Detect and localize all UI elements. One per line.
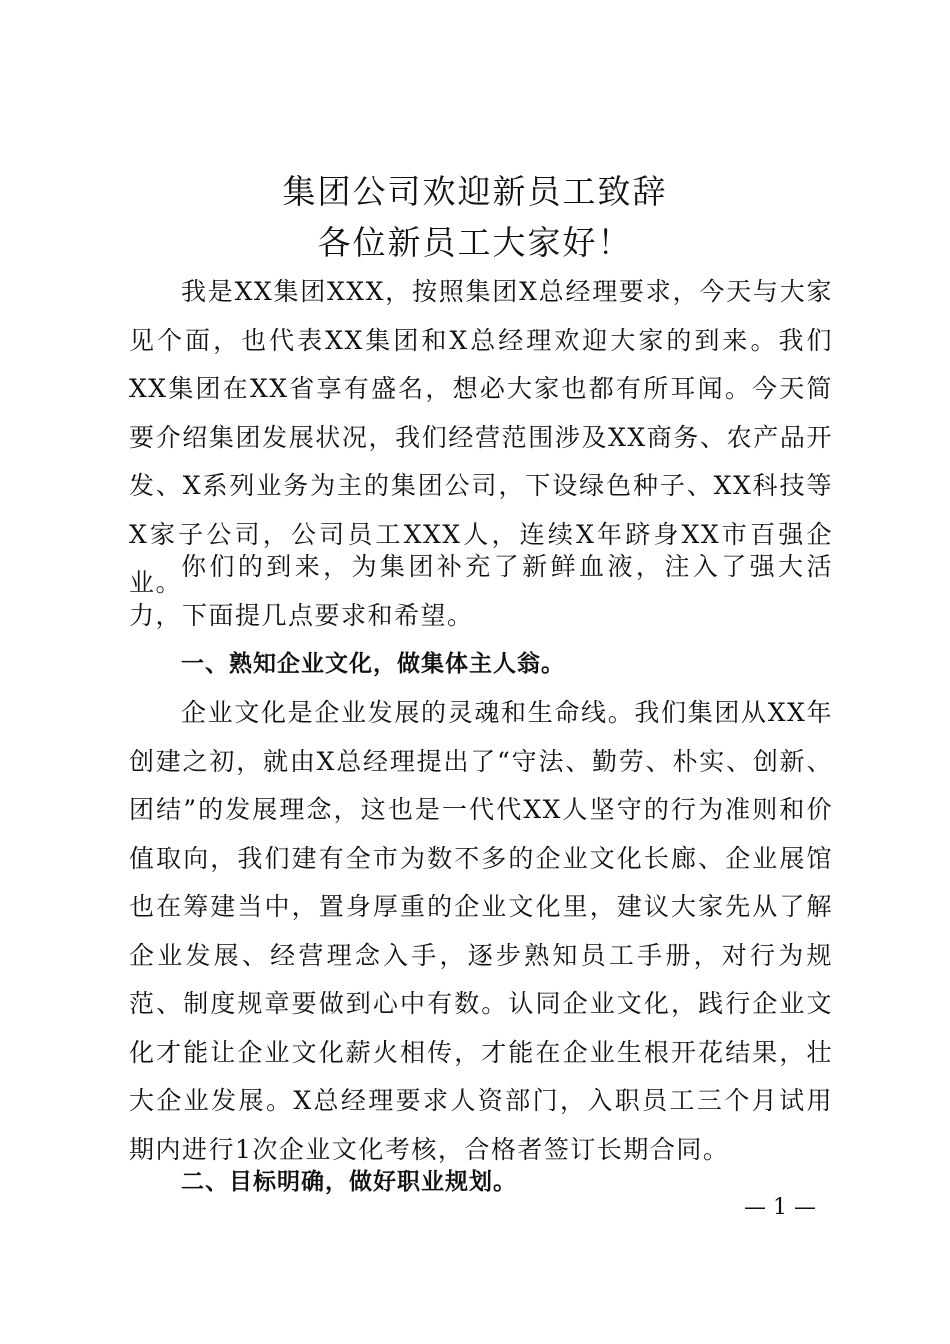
section1-paragraph-text: 企业文化是企业发展的灵魂和生命线。我们集团从XX年创建之初，就由X总经理提出了“守法、勤劳、朴实、创新、团结”的发展理念，这也是一代代XX人坚守的行为准则和价值取向，我们建有全市为数不多的企业文化长廊、企业展馆也在筹建当中，置身厚重的企业文化里，建议大家先从了解企业发展、经营理念入手，逐步熟知员工手册，对行为规范、制度规章要做到心中有数。认同企业文化，践行企业文化才能让企业文化薪火相传，才能在企业生根开花结果，壮大企业发展。X总经理要求人资部门，入职员工三个月试用期内进行1次企业文化考核，合格者签订长期合同。 — [129, 698, 833, 1164]
document-title: 集团公司欢迎新员工致辞 — [282, 172, 668, 211]
transition-paragraph-text: 你们的到来，为集团补充了新鲜血液，注入了强大活力，下面提几点要求和希望。 — [129, 552, 833, 630]
page-number: — 1 — — [744, 1195, 816, 1220]
intro-paragraph-text: 我是XX集团XXX，按照集团X总经理要求，今天与大家见个面，也代表XX集团和X总经理欢迎大家的到来。我们XX集团在XX省享有盛名，想必大家也都有所耳闻。今天简要介绍集团发展状况，我们经营范围涉及XX商务、农产品开发、X系列业务为主的集团公司，下设绿色种子、XX科技等X家子公司，公司员工XXX人，连续X年跻身XX市百强企业。 — [129, 277, 833, 597]
section-heading-2: 二、目标明确，做好职业规划。 — [181, 1169, 517, 1195]
section1-paragraph — [129, 689, 833, 1174]
section-heading-1: 一、熟知企业文化，做集体主人翁。 — [181, 651, 565, 677]
transition-paragraph — [129, 543, 833, 640]
greeting-line: 各位新员工大家好！ — [317, 223, 633, 262]
